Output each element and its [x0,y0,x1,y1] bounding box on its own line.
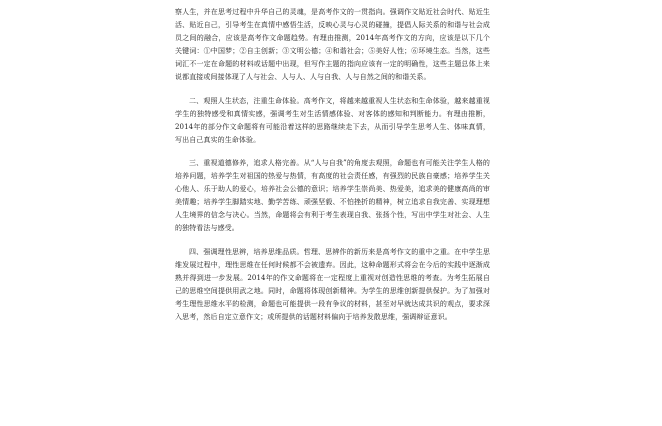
paragraph-section-three: 三、重视道德修养，追求人格完善。从“人与自我”的角度去观照，命题也有可能关注学生人格的培养问题，培养学生对祖国的热爱与热情，有高度的社会责任感，有强烈的民族自豪感；培养学生关心他人、乐于助人的爱心，培养社会公德的意识；培养学生崇尚美、热爱美，追求美的健康高尚的审美情趣；培养学生脚踏实地、勤学苦练、顽强坚毅、不怕挫折的精神，树立追求自我完善、实现理想人生境界的信念与决心。当然，命题将会有利于考生表现自我、张扬个性，写出中学生对社会、人生的独特看法与感受。 [175,159,490,232]
paragraph-continuation: 察人生，并在思考过程中升华自己的灵魂，是高考作文的一贯指向。强调作文贴近社会时代、贴近生活、贴近自己，引导考生在真情中感悟生活，反映心灵与心灵的碰撞，提倡人际关系的和谐与社会成员之间的融合，应该是高考作文命题趋势。有理由推测，2014年高考作文的方向，应该是以下几个关键词：①中国梦；②自主创新；③文明公德；④和谐社会；⑤美好人性；⑥环境生态。当然，这些词汇不一定在命题的材料或话题中出现，但写作主题的指向应该有一定的明确性，这些主题总体上来说都直接或间接体现了人与社会、人与人、人与自我、人与自然之间的和谐关系。 [175,8,490,81]
paragraph-section-two: 二、观照人生状态，注重生命体验。高考作文，将越来越重视人生状态和生命体验，越来越重视学生的独特感受和真情实感，强调考生对生活情感体验、对客体的感知和判断能力。有理由推断，2014年的部分作文命题将有可能沿着这样的思路继续走下去，从而引导学生思考人生、体味真情，写出自己真实的生命体验。 [175,96,490,144]
document-page [175,6,490,422]
paragraph-section-four: 四、强调理性思辨，培养思维品质。哲理、思辨作的新历来是高考作文的重中之重。在中学生思维发展过程中，理性思维在任何时候都不会被遗弃。因此，这种命题形式将会在今后的实践中逐渐成熟并得到进一步发展。2014年的作文命题将在一定程度上重视对创造性思维的考查。为考生拓展自己的思维空间提供用武之地。同时，命题将体现创新精神。为学生的思维创新提供保护。为了加强对考生理性思维水平的检测，命题也可能提供一段有争议的材料，甚至对早就达成共识的观点，要求深入思考，然后自定立意作文；或所提供的话题材料偏向于培养发散思维，强调辩证意识。 [175,247,490,321]
